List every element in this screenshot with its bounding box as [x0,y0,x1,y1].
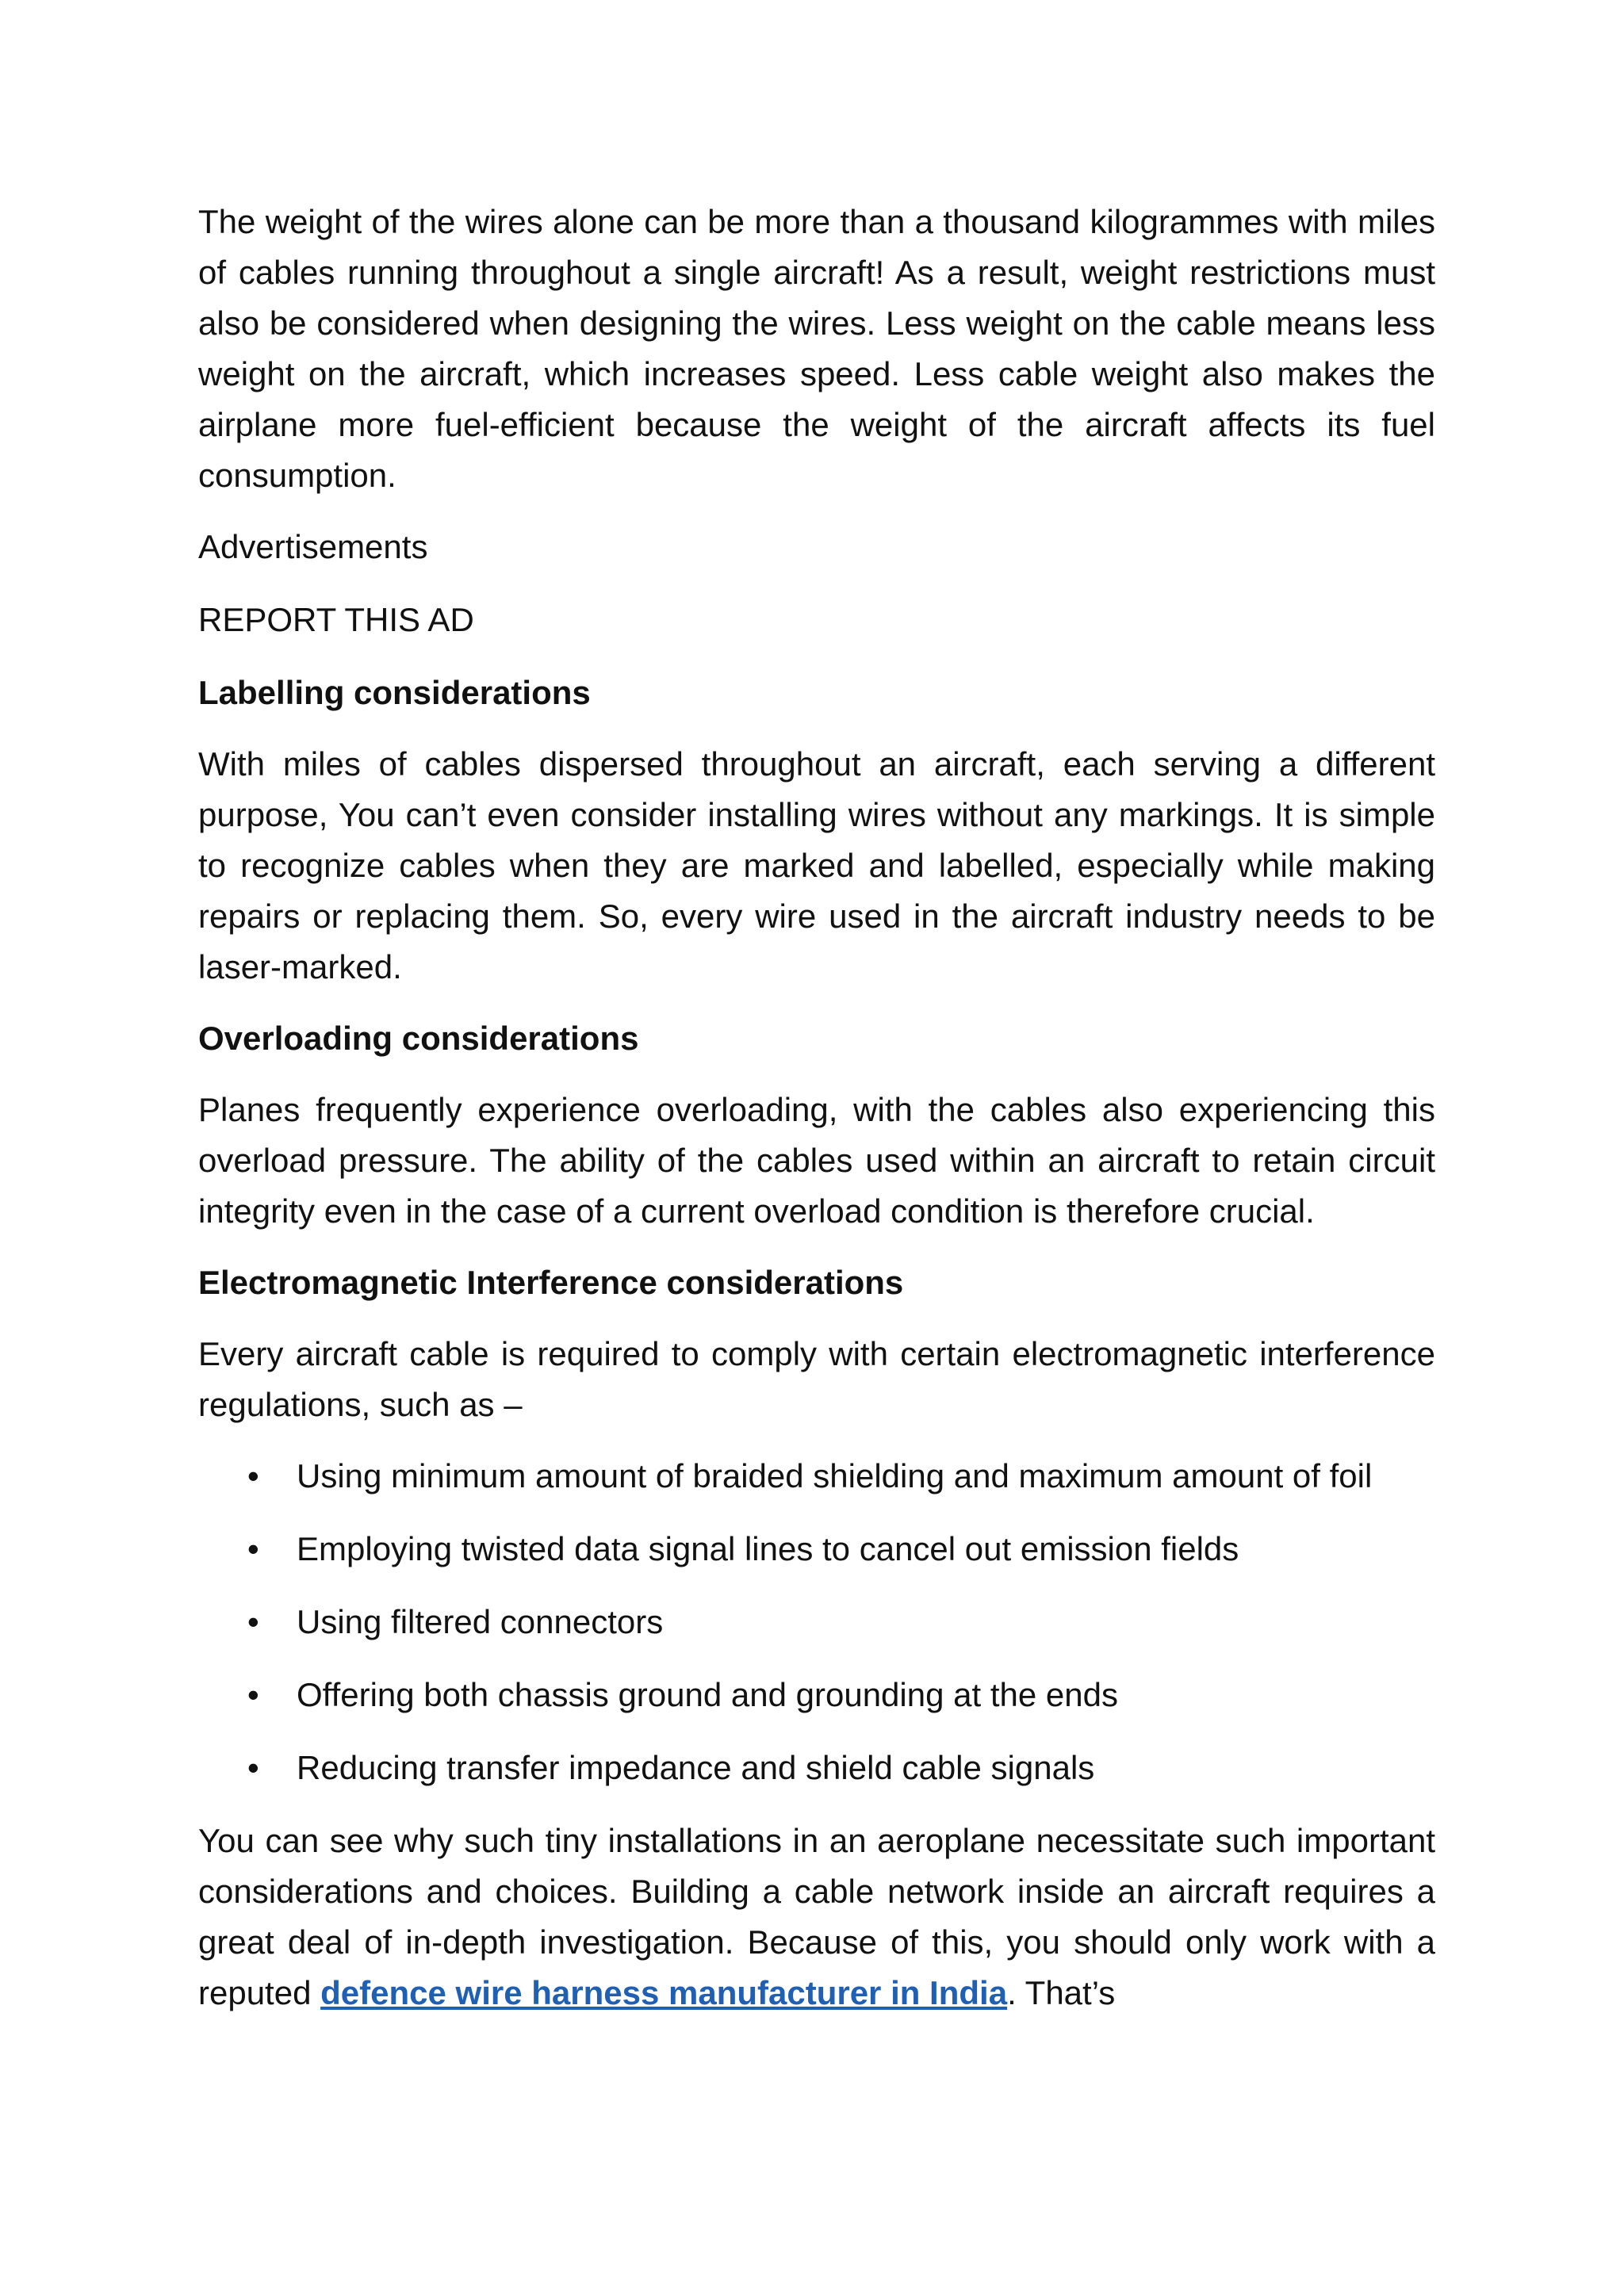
labelling-paragraph: With miles of cables dispersed throughout an aircraft, each serving a different purpose, You can’t even consider installing wires without any markings. It is simple to recognize cables when they are marked and labelled, especially while making repairs or replacing them. So, every wire used in the aircraft industry needs to be laser-marked. [198,745,1435,985]
list-item [198,1524,1435,1575]
overloading-paragraph: Planes frequently experience overloading, with the cables also experiencing this overload pressure. The ability of the cables used within an aircraft to retain circuit integrity even in the case of a current overload condition is therefore crucial. [198,1091,1435,1230]
list-item-text: Offering both chassis ground and grounding at the ends [297,1676,1118,1713]
paragraph-weight: The weight of the wires alone can be more than a thousand kilogrammes with miles of cables running throughout a single aircraft! As a result, weight restrictions must also be considered when designing the wires. Less weight on the cable means less weight on the aircraft, which increases speed. Less cable weight also makes the airplane more fuel-efficient because the weight of the aircraft affects its fuel consumption. [198,203,1435,494]
overloading-heading: Overloading considerations [198,1020,639,1057]
document-page [198,197,1435,2039]
closing-text-after-link: . That’s [1007,1974,1116,2011]
emi-bullet-list [198,1451,1435,1793]
report-ad-link[interactable]: REPORT THIS AD [198,601,474,638]
list-item-text: Using filtered connectors [297,1603,664,1640]
closing-text-before-link: You can see why such tiny installations in an aeroplane necessitate such important considerations and choices. Building a cable network inside an aircraft requires a great deal of in-depth investigation. Because of this, you should only work with a reputed [198,1822,1435,2011]
bullet-icon: • [247,1457,259,1494]
labelling-heading: Labelling considerations [198,674,591,711]
advertisements-label: Advertisements [198,528,428,565]
list-item [198,1451,1435,1502]
list-item [198,1597,1435,1647]
emi-paragraph: Every aircraft cable is required to comply with certain electromagnetic interference regulations, such as – [198,1335,1435,1423]
closing-paragraph [198,1816,1435,2019]
list-item-text: Using minimum amount of braided shielding and maximum amount of foil [297,1457,1373,1494]
list-item-text: Employing twisted data signal lines to cancel out emission fields [297,1530,1239,1567]
bullet-icon: • [247,1603,259,1640]
list-item [198,1670,1435,1720]
bullet-icon: • [247,1530,259,1567]
list-item [198,1743,1435,1793]
manufacturer-link[interactable]: defence wire harness manufacturer in India [320,1974,1008,2011]
list-item-text: Reducing transfer impedance and shield cable signals [297,1749,1095,1786]
bullet-icon: • [247,1676,259,1713]
bullet-icon: • [247,1749,259,1786]
emi-heading: Electromagnetic Interference considerations [198,1264,904,1301]
